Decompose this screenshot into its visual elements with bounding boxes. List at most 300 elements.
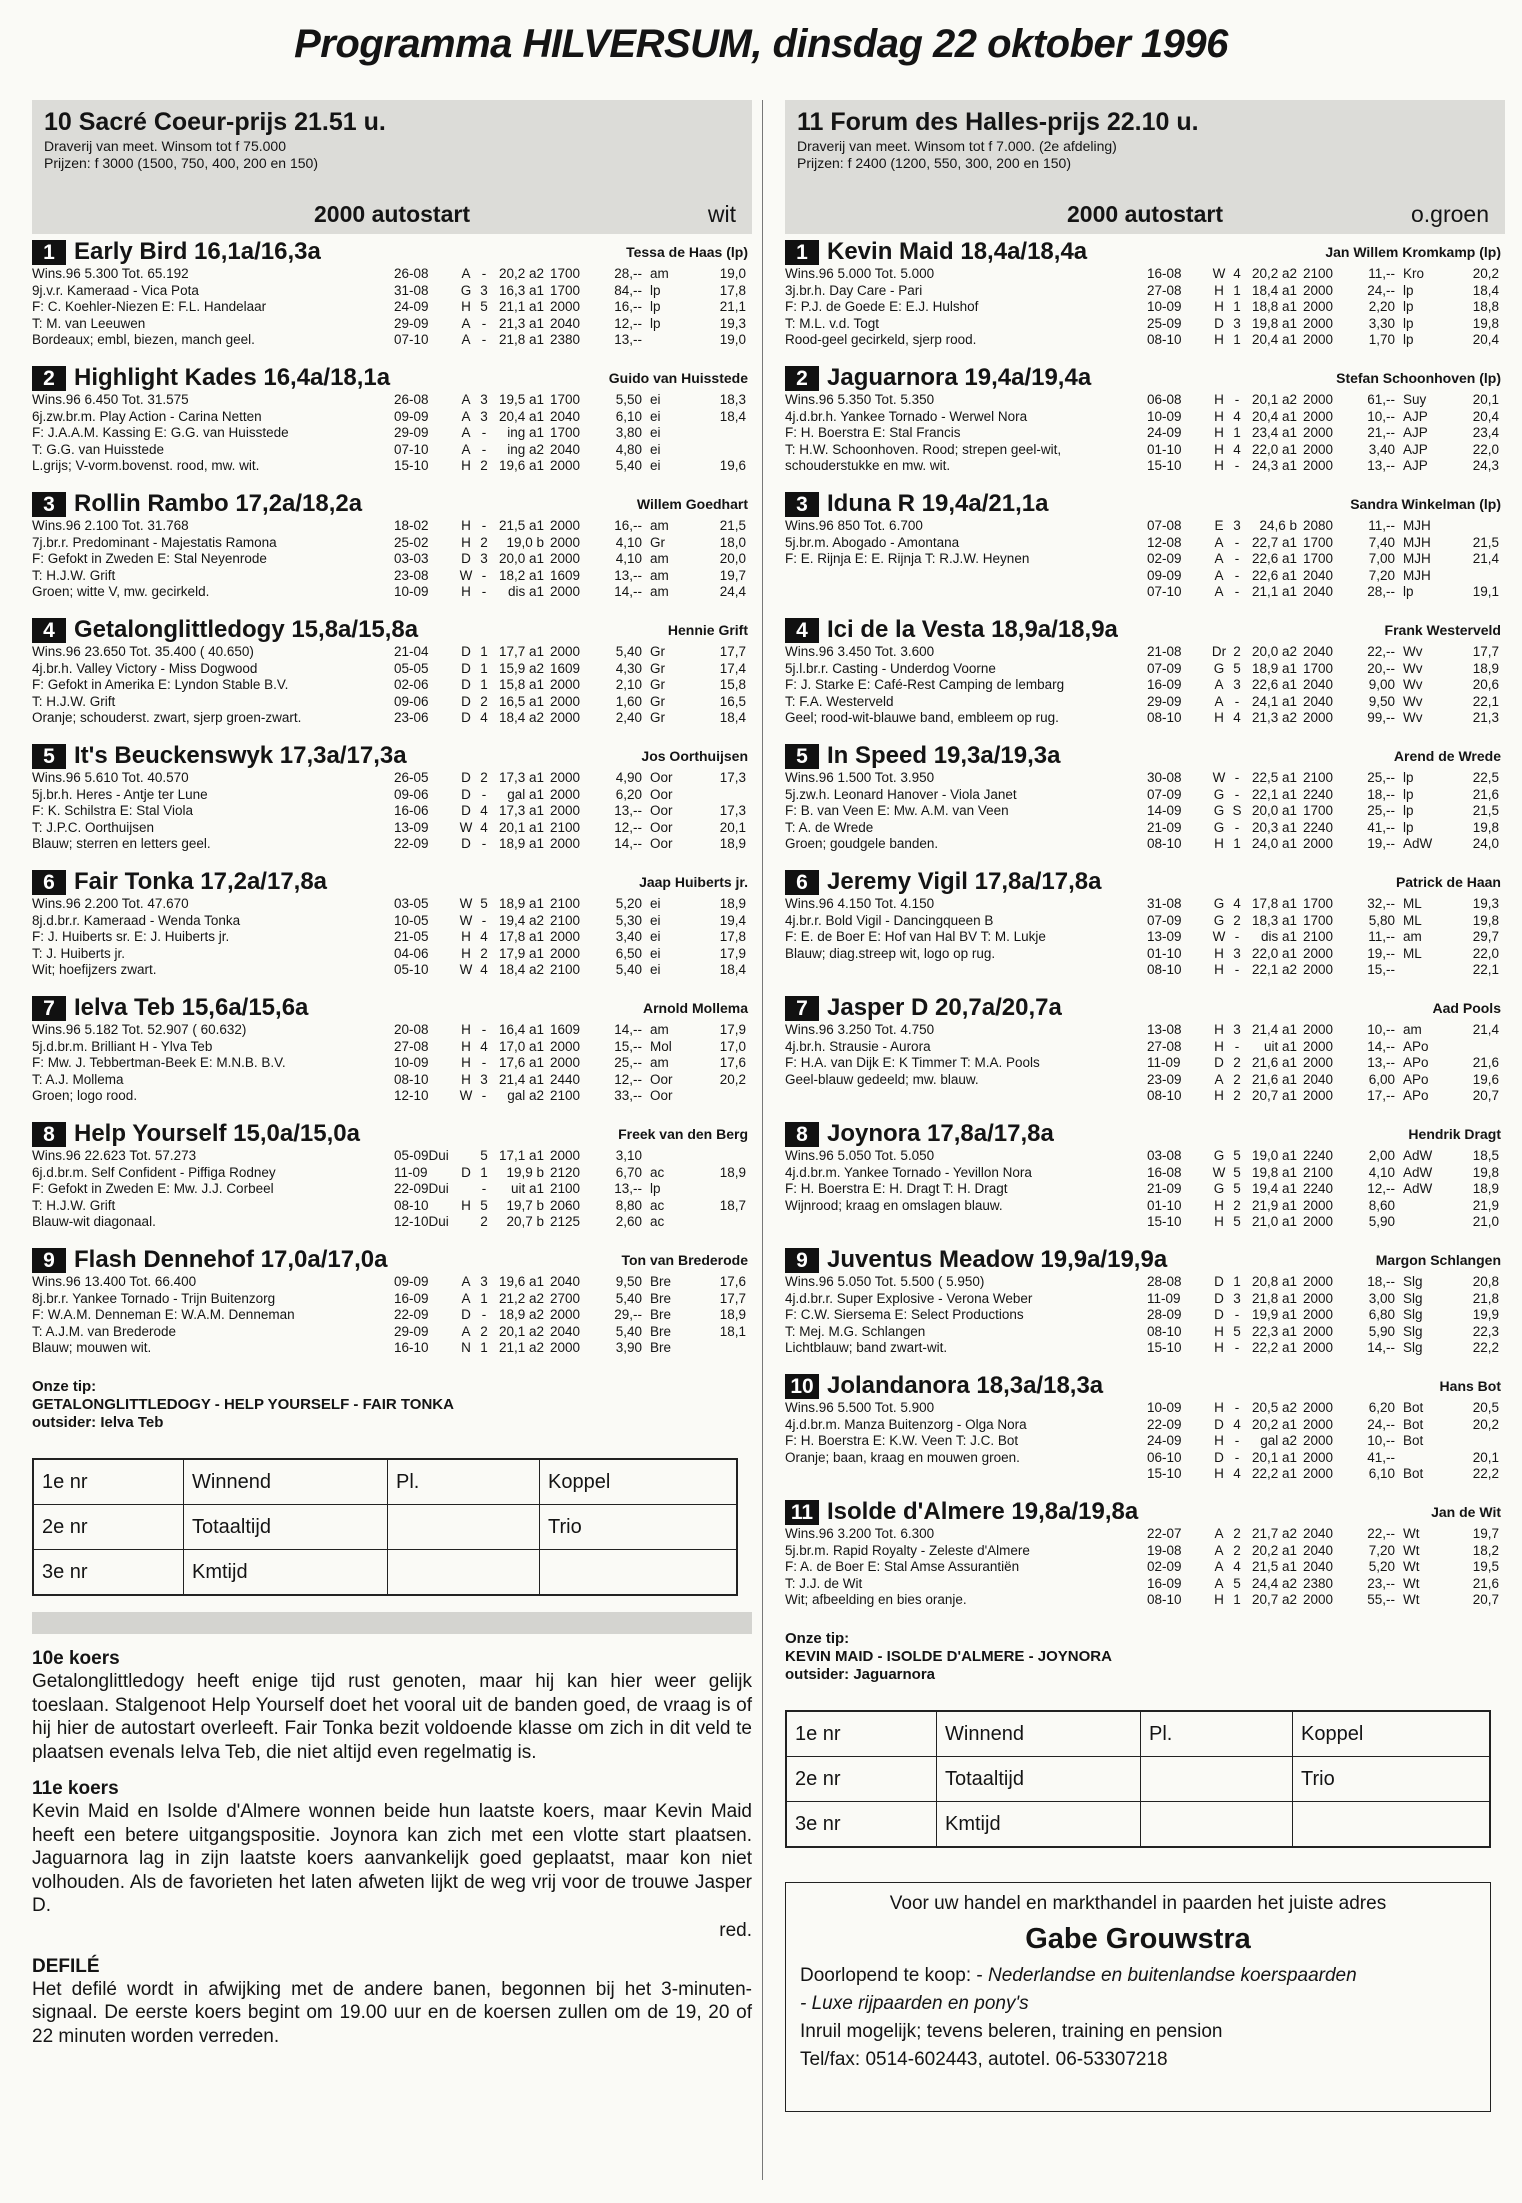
form-cell: 22,5 (1472, 770, 1499, 785)
form-cell: - (481, 584, 487, 599)
form-cell: 20,3 a1 (1251, 819, 1297, 835)
form-cell: 20,0 (719, 551, 746, 566)
form-cell: Slg (1403, 1290, 1423, 1306)
form-cell: 4 (480, 929, 488, 944)
form-row (1147, 1400, 1499, 1417)
form-cell: 22,0 a1 (1251, 441, 1297, 457)
form-cell: 21,-- (1367, 425, 1395, 440)
form-cell: 17,-- (1367, 1088, 1395, 1103)
form-cell: 18,9 (1472, 1181, 1499, 1196)
form-cell: 1700 (1303, 534, 1334, 550)
form-cell: H (461, 534, 471, 550)
horse-driver: Hennie Grift (667, 622, 748, 638)
form-cell: 05-05 (394, 660, 429, 676)
form-cell: 3 (480, 282, 488, 298)
form-cell: 22-09 (394, 1307, 429, 1322)
form-cell: 28-09 (1147, 1307, 1182, 1322)
form-row (1147, 518, 1499, 535)
form-cell: 22,1 (1472, 962, 1499, 977)
form-cell: 2100 (550, 1181, 581, 1196)
form-cell: 13,-- (614, 803, 642, 818)
form-cell: 2000 (550, 299, 581, 314)
form-cell: 14,-- (1367, 1340, 1395, 1355)
form-cell: 3 (1233, 1290, 1241, 1306)
form-cell: H (1214, 1088, 1224, 1103)
form-cell: 17,4 (719, 660, 746, 676)
form-cell: 21,0 (1472, 1214, 1499, 1229)
form-row (1147, 1526, 1499, 1543)
form-cell: 1609 (550, 1022, 581, 1037)
form-cell: 12,-- (614, 1071, 642, 1087)
form-cell (696, 425, 746, 442)
form-cell: 1,60 (615, 693, 642, 709)
bet-cell: Pl. (388, 1460, 540, 1505)
horse-info-line: 4j.br.h. Strausie - Aurora (785, 1038, 931, 1054)
form-cell: 19,0 a1 (1251, 1148, 1297, 1163)
form-cell: Bot (1403, 1466, 1424, 1481)
form-cell (456, 1181, 476, 1198)
form-row (1147, 458, 1499, 475)
form-cell: Oor (650, 819, 673, 835)
form-cell: A (1214, 1526, 1224, 1541)
form-cell: 5 (1233, 1148, 1241, 1163)
form-cell: 4,90 (615, 770, 642, 785)
form-cell: 2 (1233, 644, 1241, 659)
form-cell: 1 (480, 660, 488, 676)
form-cell: 11,-- (1368, 266, 1395, 281)
form-cell: 22,2 (1472, 1340, 1499, 1355)
form-cell: 22,1 a1 (1251, 786, 1297, 802)
horse-header (785, 234, 1505, 264)
bet-cell (388, 1550, 540, 1595)
horse-info (785, 1274, 1140, 1357)
form-row (394, 661, 746, 678)
horse-header (785, 486, 1505, 516)
bet-cell: 2e nr (34, 1505, 184, 1550)
form-cell: 1 (1233, 1274, 1241, 1289)
horse-list (32, 234, 752, 1368)
form-cell: 19,8 (1472, 819, 1499, 835)
form-cell: 2040 (550, 1323, 581, 1339)
horse-name: Jolandanora 18,3a/18,3a (827, 1372, 1104, 1399)
form-cell: 20,4 (1472, 332, 1499, 347)
form-cell: 18,9 a1 (498, 836, 544, 851)
form-cell: 18,8 (1472, 299, 1499, 314)
form-cell: 3 (1233, 315, 1241, 331)
form-cell: 22,0 (1472, 945, 1499, 961)
form-cell: 18,4 (719, 962, 746, 977)
form-cell: - (1234, 392, 1240, 407)
form-row (1147, 962, 1499, 979)
horse-info-line: 9j.v.r. Kameraad - Vica Pota (32, 282, 199, 298)
form-cell: 20,2 (1472, 1416, 1499, 1432)
horse-info (785, 770, 1140, 853)
horse-info (32, 518, 387, 601)
form-cell: - (1234, 534, 1240, 550)
form-cell: am (650, 1055, 669, 1070)
form-cell: 4 (1233, 710, 1241, 725)
horse-info (785, 896, 1140, 962)
form-cell: 21,4 (1472, 1022, 1499, 1037)
form-cell: 18-02 (394, 518, 429, 533)
form-cell: H (461, 584, 471, 599)
form-cell: lp (650, 1181, 661, 1196)
horse-info-line: 5j.l.br.r. Casting - Underdog Voorne (785, 660, 996, 676)
form-row (1147, 425, 1499, 442)
form-cell: 4 (480, 710, 488, 725)
form-cell: 3,10 (615, 1148, 642, 1163)
form-cell: 2040 (550, 408, 581, 424)
horse-header (32, 360, 752, 390)
horse-entry (32, 864, 752, 990)
form-cell: 21,5 a1 (498, 518, 544, 533)
form-cell: 2000 (550, 1340, 581, 1355)
horse-header (785, 864, 1505, 894)
form-cell: - (481, 332, 487, 347)
form-cell: 24,4 a2 (1251, 1575, 1297, 1591)
form-cell: 25,-- (614, 1055, 642, 1070)
form-cell: 01-10 (1147, 1197, 1182, 1213)
horse-driver: Sandra Winkelman (lp) (1350, 496, 1501, 512)
horse-info-line: Wins.96 6.450 Tot. 31.575 (32, 392, 189, 407)
form-row (394, 946, 746, 963)
form-cell: 2060 (550, 1197, 581, 1213)
form-cell: 2000 (1303, 1323, 1334, 1339)
form-cell: 2000 (1303, 408, 1334, 424)
horse-form (1147, 1400, 1499, 1483)
form-cell (1449, 518, 1499, 535)
form-row (1147, 1324, 1499, 1341)
form-cell: 2125 (550, 1214, 581, 1229)
form-cell: ac (650, 1197, 665, 1213)
form-cell (1403, 962, 1449, 979)
form-cell: 3 (1233, 518, 1241, 533)
form-cell: 19,8 a1 (1251, 315, 1297, 331)
form-cell: 2000 (1303, 1416, 1334, 1432)
form-cell: H (461, 299, 471, 314)
horse-entry (785, 1242, 1505, 1368)
form-cell: 18,-- (1367, 1274, 1395, 1289)
form-cell: 15-10 (394, 458, 429, 473)
bet-cell: Trio (540, 1505, 737, 1550)
horse-info-line: 4j.br.r. Bold Vigil - Dancingqueen B (785, 912, 994, 928)
form-cell: 18,4 (719, 408, 746, 424)
form-cell: 22,6 a1 (1251, 551, 1297, 566)
form-cell: 2 (1233, 1542, 1241, 1558)
form-row (1147, 1291, 1499, 1308)
form-cell (1403, 1198, 1449, 1215)
form-cell: 18,9 a2 (498, 1307, 544, 1322)
form-cell: 2440 (550, 1071, 581, 1087)
horse-info-line: Wins.96 5.000 Tot. 5.000 (785, 266, 935, 281)
form-cell: 19,3 (1472, 896, 1499, 911)
horse-number: 4 (785, 618, 819, 643)
form-cell: Bre (650, 1340, 672, 1355)
form-cell: 6,10 (1368, 1466, 1395, 1481)
form-cell: 61,-- (1367, 392, 1395, 407)
form-cell: 2000 (550, 836, 581, 851)
horse-entry (785, 738, 1505, 864)
form-cell: 7,20 (1368, 1542, 1395, 1558)
form-cell: D (461, 660, 471, 676)
form-cell: AdW (1403, 1148, 1433, 1163)
form-cell: lp (1403, 332, 1414, 347)
form-row (394, 392, 746, 409)
form-cell: D (461, 1307, 471, 1322)
horse-header (785, 360, 1505, 390)
form-cell: 4 (1233, 1559, 1241, 1574)
form-cell: 20,4 a1 (1251, 332, 1297, 347)
form-row (394, 913, 746, 930)
horse-info-line: 5j.d.br.m. Brilliant H - Ylva Teb (32, 1038, 213, 1054)
form-cell: D (1214, 1416, 1224, 1432)
form-cell: 21,1 a1 (498, 299, 544, 314)
form-cell: 2 (480, 693, 488, 709)
form-cell: 08-10 (1147, 1088, 1182, 1103)
advertisement (785, 1882, 1491, 2112)
horse-name: Juventus Meadow 19,9a/19,9a (827, 1246, 1168, 1273)
form-cell: 17,7 (719, 1290, 746, 1306)
form-cell: 12-10Dui (394, 1214, 449, 1229)
horse-info-line: 5j.br.m. Rapid Royalty - Zeleste d'Almere (785, 1542, 1030, 1558)
form-cell: G (1213, 803, 1225, 818)
form-cell: 21,6 a1 (1251, 1071, 1297, 1087)
bet-cell: Trio (1293, 1757, 1490, 1802)
form-cell: 16-09 (394, 1290, 429, 1306)
form-cell: A (461, 315, 471, 331)
horse-info-line: 4j.br.h. Valley Victory - Miss Dogwood (32, 660, 258, 676)
form-cell: ing a1 (507, 425, 544, 440)
horse-info-line: F: C. Koehler-Niezen E: F.L. Handelaar (32, 299, 267, 314)
horse-number: 9 (32, 1248, 66, 1273)
form-cell: 21,0 a1 (1251, 1214, 1297, 1229)
horse-info-line: F: J. Huiberts sr. E: J. Huiberts jr. (32, 929, 230, 944)
form-cell: H (461, 1197, 471, 1213)
horse-driver: Arnold Mollema (642, 1000, 748, 1016)
form-cell: - (1234, 551, 1240, 566)
form-cell: 4 (480, 1038, 488, 1054)
bet-cell: Kmtijd (184, 1550, 388, 1595)
form-row (1147, 584, 1499, 601)
form-cell: Dr (1211, 644, 1227, 659)
form-cell: 2120 (550, 1164, 581, 1180)
form-cell: 24,6 b (1259, 518, 1297, 533)
form-cell: 27-08 (1147, 1038, 1182, 1054)
form-cell: 3,40 (1368, 441, 1395, 457)
form-row (394, 770, 746, 787)
form-row (394, 677, 746, 694)
form-cell: 2,00 (1368, 1148, 1395, 1163)
form-cell: 26-05 (394, 770, 429, 785)
form-cell: 15,9 a2 (498, 660, 544, 676)
form-cell: 19,9 (1472, 1307, 1499, 1322)
form-cell: H (1214, 458, 1224, 473)
horse-info-line: Wins.96 2.100 Tot. 31.768 (32, 518, 189, 533)
form-row (1147, 1307, 1499, 1324)
form-cell: 6,00 (1368, 1071, 1395, 1087)
form-cell: AdW (1403, 836, 1433, 851)
form-cell: 18,2 (1472, 1542, 1499, 1558)
form-cell: - (481, 441, 487, 457)
form-cell: 17,9 a1 (498, 945, 544, 961)
form-cell: A (1214, 1575, 1224, 1591)
race-distance: 2000 autostart (1067, 201, 1223, 227)
form-cell: H (1214, 441, 1224, 457)
form-cell: D (461, 1164, 471, 1180)
form-cell: 23,-- (1367, 1575, 1395, 1591)
form-cell: Wv (1403, 693, 1423, 709)
form-cell: 2000 (1303, 1433, 1334, 1448)
form-cell: Gr (650, 677, 665, 692)
form-row (394, 1291, 746, 1308)
tip-outsider: outsider: Ielva Teb (32, 1414, 164, 1431)
form-cell: 4 (1233, 1466, 1241, 1481)
form-cell: Oor (650, 803, 673, 818)
form-cell: 2040 (1303, 693, 1334, 709)
form-cell: 17,0 a1 (498, 1038, 544, 1054)
form-cell: - (1234, 819, 1240, 835)
form-cell: ei (650, 425, 661, 440)
form-row (1147, 1022, 1499, 1039)
horse-info-line: Blauw-wit diagonaal. (32, 1214, 156, 1229)
horse-driver: Tessa de Haas (lp) (626, 244, 748, 260)
form-cell: 3,90 (615, 1340, 642, 1355)
form-cell: 2000 (1303, 1274, 1334, 1289)
form-cell: gal a2 (1260, 1433, 1297, 1448)
form-cell: 10-05 (394, 912, 429, 928)
form-cell: A (461, 441, 471, 457)
form-cell: 12,-- (614, 819, 642, 835)
form-cell: 41,-- (1367, 819, 1395, 835)
form-cell: 22,7 a1 (1251, 534, 1297, 550)
form-cell: 1 (480, 1340, 488, 1355)
commentary-10-text: Getalonglittledogy heeft enige tijd rust genoten, maar hij kan hier weer gelijk toeslaan. Stalgenoot Help Yourself doet het vooral uit de banden goed, de vraag is of hij hier de autostart overleeft. Fair Tonka bezit voldoende klasse om zich in dit veld te plaatsen evenals Ielva Teb, die niet altijd even regelmatig is. (32, 1671, 752, 1763)
form-cell: 5 (480, 1148, 488, 1163)
form-cell: D (1214, 1290, 1224, 1306)
form-cell: 08-10 (1147, 710, 1182, 725)
form-row (1147, 568, 1499, 585)
form-cell: W (459, 912, 473, 928)
form-cell: 4 (480, 803, 488, 818)
form-row (394, 1307, 746, 1324)
form-cell: W (1212, 929, 1226, 944)
horse-info-line: T: J.J. de Wit (785, 1575, 863, 1591)
form-cell: H (1214, 1340, 1224, 1355)
form-cell: 06-08 (1147, 392, 1182, 407)
form-cell (696, 1148, 746, 1165)
race-conditions: Draverij van meet. Winsom tot f 75.000 (44, 138, 286, 154)
form-cell (650, 332, 696, 349)
form-row (1147, 1181, 1499, 1198)
form-cell: 17,7 (1472, 644, 1499, 659)
form-cell: 26-08 (394, 392, 429, 407)
form-cell: 2040 (550, 315, 581, 331)
form-cell: ei (650, 408, 661, 424)
form-cell: lp (1403, 803, 1414, 818)
form-cell: 1700 (550, 425, 581, 440)
horse-info (32, 644, 387, 727)
form-cell: 20,6 (1472, 677, 1499, 692)
form-cell: lp (1403, 282, 1414, 298)
form-cell: 21,1 a1 (1251, 584, 1297, 599)
form-cell: 4,10 (1368, 1164, 1395, 1180)
form-cell: 2040 (550, 441, 581, 457)
form-cell: 17,8 (719, 282, 746, 298)
form-cell: 6,50 (615, 945, 642, 961)
form-cell: 3,00 (1368, 1290, 1395, 1306)
form-cell: 14,-- (614, 1022, 642, 1037)
form-cell: 5,20 (1368, 1559, 1395, 1574)
form-cell: 18,9 (719, 836, 746, 851)
form-cell: 2000 (550, 693, 581, 709)
form-cell: Bot (1403, 1433, 1424, 1448)
form-cell: 19-08 (1147, 1542, 1182, 1558)
form-cell (696, 787, 746, 804)
form-cell: 10,-- (1367, 408, 1395, 424)
horse-info-line: T: H.J.W. Grift (32, 567, 116, 583)
form-cell: am (650, 518, 669, 533)
form-cell: 4 (1233, 896, 1241, 911)
form-cell: 24,0 a1 (1251, 836, 1297, 851)
race-10-column (32, 100, 752, 2048)
form-cell: APo (1403, 1088, 1429, 1103)
horse-info-line: T: H.J.W. Grift (32, 1197, 116, 1213)
form-row (1147, 710, 1499, 727)
form-cell: 08-10 (394, 1071, 429, 1087)
form-cell: 20,2 a2 (498, 266, 544, 281)
form-cell: - (481, 1181, 487, 1196)
form-cell: 2000 (1303, 425, 1334, 440)
form-cell: 20,5 a2 (1251, 1400, 1297, 1415)
form-cell: 24-09 (1147, 1433, 1182, 1448)
form-cell: H (1214, 425, 1224, 440)
form-cell: 26-08 (394, 266, 429, 281)
horse-number: 2 (785, 366, 819, 391)
form-cell: Gr (650, 693, 665, 709)
form-row (394, 266, 746, 283)
form-cell: 9,50 (615, 1274, 642, 1289)
form-cell: 20,2 a1 (1251, 1416, 1297, 1432)
form-cell: 2000 (550, 584, 581, 599)
form-cell: 16,3 a1 (498, 282, 544, 298)
form-cell: 21,5 (1472, 534, 1499, 550)
form-cell: 25-02 (394, 534, 429, 550)
form-row (394, 1088, 746, 1105)
form-cell: Wv (1403, 660, 1423, 676)
horse-entry (32, 486, 752, 612)
ad-line-text: Doorlopend te koop: - (800, 1965, 989, 1986)
form-cell: 18,9 (1472, 660, 1499, 676)
form-cell: 2000 (550, 518, 581, 533)
horse-info (785, 518, 1140, 568)
horse-entry (32, 1116, 752, 1242)
form-cell: 1 (1233, 425, 1241, 440)
horse-info-line: 5j.zw.h. Leonard Hanover - Viola Janet (785, 786, 1017, 802)
horse-info-line: F: Gefokt in Zweden E: Mw. J.J. Corbeel (32, 1181, 274, 1196)
form-cell: 2000 (1303, 1197, 1334, 1213)
horse-info-line: F: E. de Boer E: Hof van Hal BV T: M. Lukje (785, 929, 1046, 944)
form-cell: 20,1 a2 (1251, 392, 1297, 407)
horse-form (1147, 1148, 1499, 1231)
horse-info-line: Wins.96 5.610 Tot. 40.570 (32, 770, 189, 785)
form-cell: 22-09 (394, 836, 429, 851)
form-cell: 29-09 (394, 315, 429, 331)
form-cell: ac (650, 1164, 665, 1180)
form-cell: A (1214, 551, 1224, 566)
horse-info-line: 6j.zw.br.m. Play Action - Carina Netten (32, 408, 262, 424)
form-cell: 20,8 (1472, 1274, 1499, 1289)
form-cell: 17,7 (719, 644, 746, 659)
